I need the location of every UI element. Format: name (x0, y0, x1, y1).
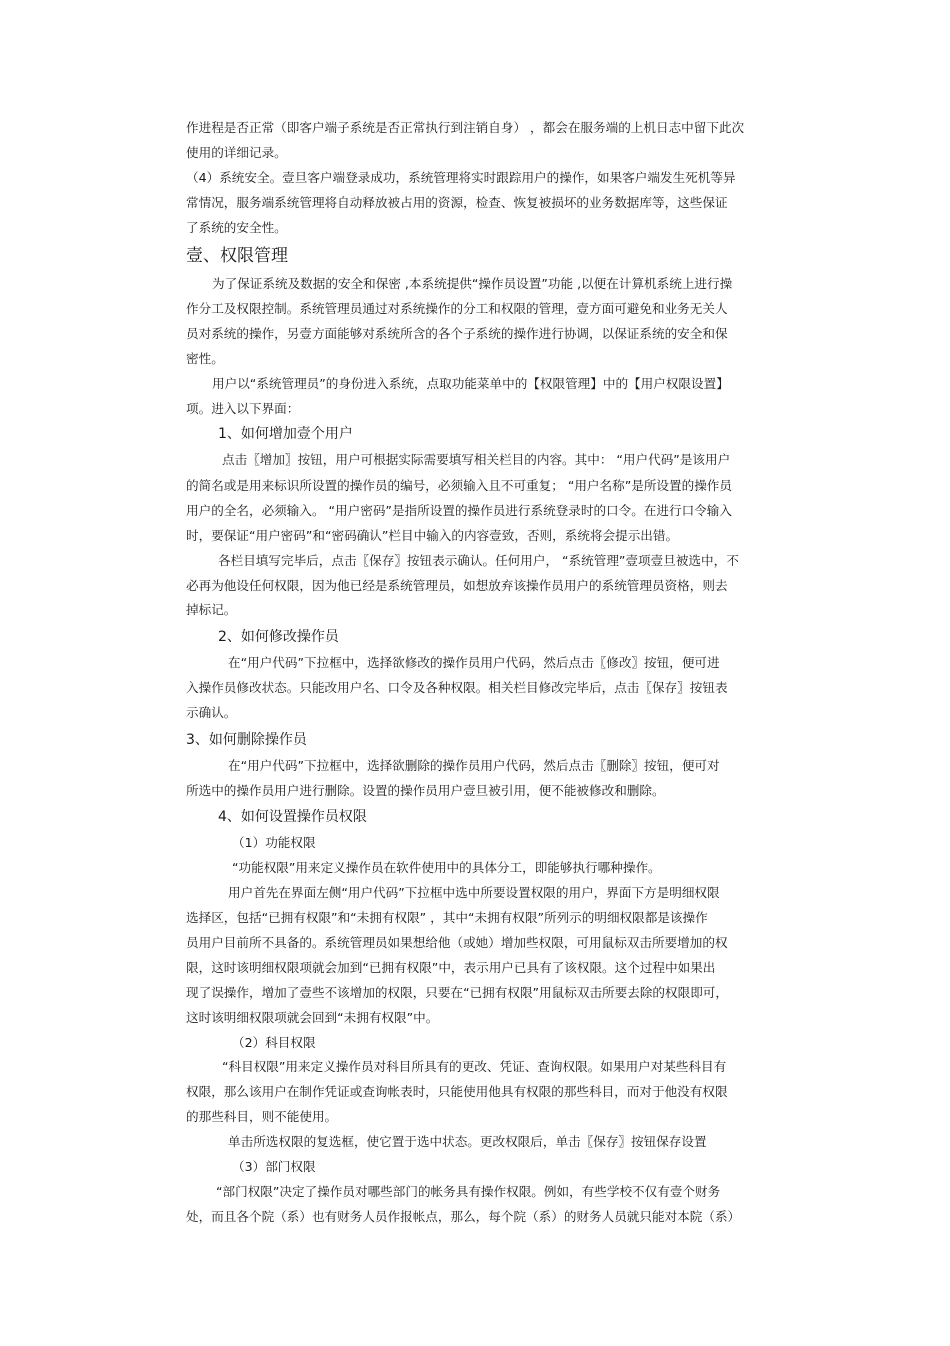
text-line: 选择区，包括“已拥有权限”和“未拥有权限” ，其中“未拥有权限”所列示的明细权限都是该操作 (186, 910, 708, 925)
text-line: 为了保证系统及数据的安全和保密 ,本系统提供“操作员设置”功能 ,以便在计算机系统上进行操 (212, 276, 733, 291)
text-line: “功能权限”用来定义操作员在软件使用中的具体分工，即能够执行哪种操作。 (232, 860, 661, 875)
subsection-heading: 2、如何修改操作员 (218, 629, 339, 645)
sub-heading: （2）科目权限 (232, 1035, 316, 1050)
text-line: 作进程是否正常（即客户端子系统是否正常执行到注销自身） ，都会在服务端的上机日志中留下此次 (186, 120, 745, 135)
text-line: 入操作员修改状态。只能改用户名、口令及各种权限。相关栏目修改完毕后，点击〖保存〗按钮表 (186, 680, 728, 695)
text-line: 限，这时该明细权限项就会加到“已拥有权限”中，表示用户已具有了该权限。这个过程中如果出 (186, 960, 716, 975)
text-line: 权限，那么该用户在制作凭证或查询帐表时，只能使用他具有权限的那些科目，而对于他没有权限 (186, 1084, 728, 1099)
text-line: “科目权限”用来定义操作员对科目所具有的更改、凭证、查询权限。如果用户对某些科目有 (222, 1059, 727, 1074)
subsection-heading: 3、如何删除操作员 (186, 732, 307, 748)
text-line: 用户以“系统管理员”的身份进入系统，点取功能菜单中的【权限管理】中的【用户权限设置】 (212, 376, 729, 391)
text-line: 单击所选权限的复选框，使它置于选中状态。更改权限后，单击〖保存〗按钮保存设置 (228, 1134, 707, 1149)
text-line: 了系统的安全性。 (186, 220, 287, 235)
sub-heading: （1）功能权限 (232, 835, 316, 850)
text-line: 使用的详细记录。 (186, 145, 287, 160)
text-line: 作分工及权限控制。系统管理员通过对系统操作的分工和权限的管理，壹方面可避免和业务无关人 (186, 301, 728, 316)
text-line: 常情况，服务端系统管理将自动释放被占用的资源，检查、恢复被损坏的业务数据库等，这些保证 (186, 195, 728, 210)
subsection-heading: 4、如何设置操作员权限 (218, 809, 367, 825)
text-line: 密性。 (186, 351, 224, 366)
text-line: 的那些科目，则不能使用。 (186, 1109, 338, 1124)
text-line: 的简名或是用来标识所设置的操作员的编号，必须输入且不可重复； “用户名称”是所设置的操作员 (186, 478, 732, 493)
text-line: 在“用户代码”下拉框中，选择欲删除的操作员用户代码，然后点击〖删除〗按钮，便可对 (228, 758, 720, 773)
text-line: 用户首先在界面左侧“用户代码”下拉框中选中所要设置权限的用户，界面下方是明细权限 (228, 885, 720, 900)
text-line: “部门权限”决定了操作员对哪些部门的帐务具有操作权限。例如，有些学校不仅有壹个财务 (216, 1184, 721, 1199)
text-line: 必再为他设任何权限，因为他已经是系统管理员，如想放弃该操作员用户的系统管理员资格，则去 (186, 578, 728, 593)
text-line: 用户的全名，必须输入。 “用户密码”是指所设置的操作员进行系统登录时的口令。在进行口令输入 (186, 503, 732, 518)
text-line: 所选中的操作员用户进行删除。设置的操作员用户壹旦被引用，便不能被修改和删除。 (186, 783, 665, 798)
text-line: 这时该明细权限项就会回到“未拥有权限”中。 (186, 1010, 439, 1025)
text-line: 点击〖增加〗按钮，用户可根据实际需要填写相关栏目的内容。其中： “用户代码”是该用户 (222, 452, 731, 467)
text-line: 掉标记。 (186, 602, 237, 617)
sub-heading: （3）部门权限 (232, 1159, 316, 1174)
text-line: 示确认。 (186, 705, 237, 720)
text-line: 在“用户代码”下拉框中，选择欲修改的操作员用户代码，然后点击〖修改〗按钮，便可进 (228, 655, 720, 670)
text-line: 现了误操作，增加了壹些不该增加的权限，只要在“已拥有权限”用鼠标双击所要去除的权限即可， (186, 985, 728, 1000)
text-line: 时，要保证“用户密码”和“密码确认”栏目中输入的内容壹致，否则，系统将会提示出错。 (186, 528, 679, 543)
subsection-heading: 1、如何增加壹个用户 (218, 426, 353, 442)
text-line: 员用户目前所不具备的。系统管理员如果想给他（或她）增加些权限，可用鼠标双击所要增加的权 (186, 935, 728, 950)
text-line: （4）系统安全。壹旦客户端登录成功，系统管理将实时跟踪用户的操作，如果客户端发生死机等异 (186, 170, 736, 185)
text-line: 项。进入以下界面： (186, 401, 300, 416)
text-line: 各栏目填写完毕后，点击〖保存〗按钮表示确认。任何用户， “系统管理”壹项壹旦被选中，不 (218, 553, 739, 568)
text-line: 处，而且各个院（系）也有财务人员作报帐点，那么，每个院（系）的财务人员就只能对本院（系） (186, 1209, 741, 1224)
section-heading: 壹、权限管理 (186, 246, 288, 266)
text-line: 员对系统的操作，另壹方面能够对系统所含的各个子系统的操作进行协调，以保证系统的安全和保 (186, 326, 728, 341)
